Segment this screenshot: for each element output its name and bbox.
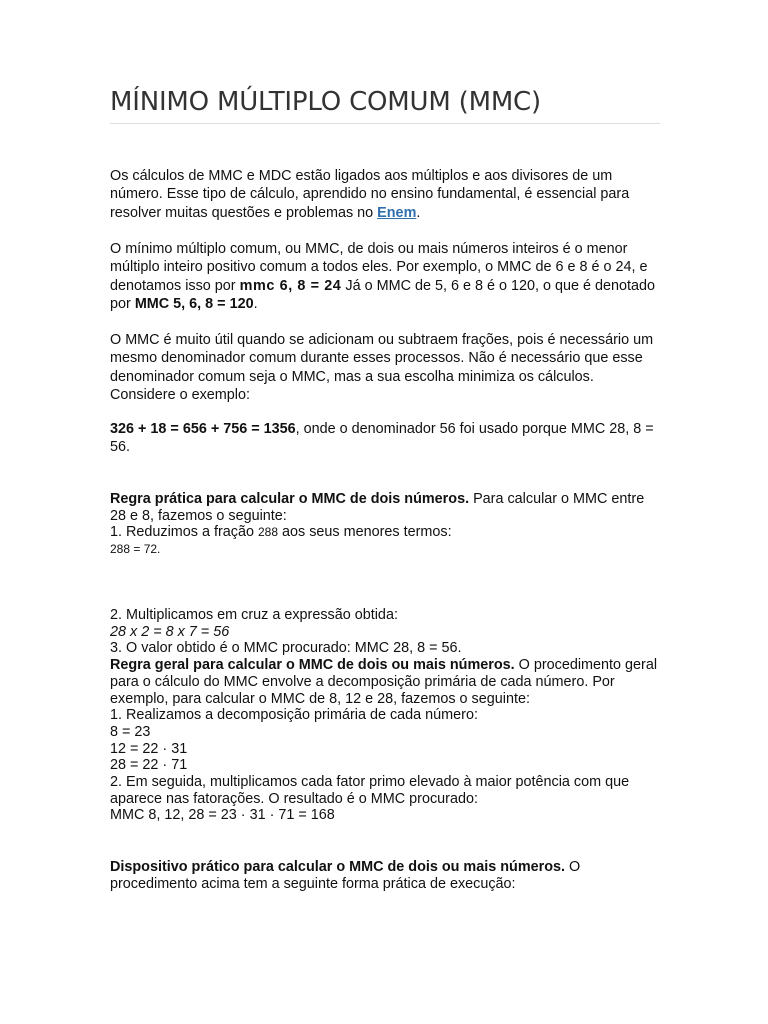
general-step-1: 1. Realizamos a decomposição primária de cada número: xyxy=(110,707,478,724)
intro-end: . xyxy=(416,204,421,221)
device-section xyxy=(110,859,660,892)
title-divider xyxy=(110,123,660,124)
practical-step-1-end: aos seus menores termos: xyxy=(278,524,452,541)
definition-paragraph xyxy=(110,240,660,313)
mmc-6-8-expression: mmc 6, 8 = 24 xyxy=(239,277,342,294)
practical-step-2: 2. Multiplicamos em cruz a expressão obtida: xyxy=(110,607,398,623)
definition-text-2: Já o MMC de 5, 6 e 8 é o 120, o que é denotado por xyxy=(110,277,656,312)
general-rule-section xyxy=(110,607,660,824)
fraction-288: 288 xyxy=(257,525,279,540)
usefulness-paragraph: O MMC é muito útil quando se adicionam ou subtraem frações, pois é necessário um mesmo denominador comum durante esses processos. Não é necessário que esse denominador comum seja o MMC, mas a sua escolha minimiza os cálculos. Considere o exemplo: xyxy=(110,332,654,403)
decomposition-12: 12 = 22 · 31 xyxy=(110,740,188,757)
enem-link[interactable]: Enem xyxy=(377,204,417,221)
general-rule-heading: Regra geral para calcular o MMC de dois ou mais números. xyxy=(110,657,515,674)
practical-rule-text: Para calcular o MMC entre 28 e 8, fazemos o seguinte: xyxy=(110,491,645,524)
practical-step-1 xyxy=(110,524,660,541)
cross-multiplication: 28 x 2 = 8 x 7 = 56 xyxy=(110,623,230,640)
example-paragraph xyxy=(110,420,660,457)
device-text: O procedimento acima tem a seguinte forma prática de execução: xyxy=(110,859,581,892)
decomposition-8: 8 = 23 xyxy=(110,723,151,740)
page-title: MÍNIMO MÚLTIPLO COMUM (MMC) xyxy=(110,87,541,117)
definition-text-3: . xyxy=(253,295,258,312)
intro-paragraph xyxy=(110,167,660,222)
decomposition-28: 28 = 22 · 71 xyxy=(110,757,188,774)
definition-text-1: O mínimo múltiplo comum, ou MMC, de dois ou mais números inteiros é o menor múltiplo inteiro positivo comum a todos eles. Por exemplo, o MMC de 6 e 8 é o 24, e denotamos isso por xyxy=(110,241,648,294)
practical-step-3: 3. O valor obtido é o MMC procurado: MMC 28, 8 = 56. xyxy=(110,640,462,657)
practical-rule-section xyxy=(110,491,660,558)
general-result: MMC 8, 12, 28 = 23 · 31 · 71 = 168 xyxy=(110,807,335,824)
example-text: , onde o denominador 56 foi usado porque MMC 28, 8 = 56. xyxy=(110,421,654,456)
general-rule-text: O procedimento geral para o cálculo do MMC envolve a decomposição primária de cada número. Por exemplo, para calcular o MMC de 8, 12 e 28, fazemos o seguinte: xyxy=(110,657,658,707)
practical-rule-heading: Regra prática para calcular o MMC de dois números. xyxy=(110,491,470,507)
practical-step-1-text: 1. Reduzimos a fração xyxy=(110,524,258,541)
example-equation: 326 + 18 = 656 + 756 = 1356 xyxy=(110,421,296,437)
general-rule-intro xyxy=(110,657,660,707)
mmc-5-6-8-expression: MMC 5, 6, 8 = 120 xyxy=(134,295,254,312)
practical-rule-intro xyxy=(110,491,660,524)
device-heading: Dispositivo prático para calcular o MMC de dois ou mais números. xyxy=(110,859,566,875)
general-step-2: 2. Em seguida, multiplicamos cada fator primo elevado à maior potência com que aparece nas fatorações. O resultado é o MMC procurado: xyxy=(110,774,630,807)
intro-text: Os cálculos de MMC e MDC estão ligados aos múltiplos e aos divisores de um número. Esse tipo de cálculo, aprendido no ensino fundamental, é essencial para resolver muitas questões e problemas no xyxy=(110,168,630,221)
reduced-fraction: 288 = 72. xyxy=(110,542,161,557)
